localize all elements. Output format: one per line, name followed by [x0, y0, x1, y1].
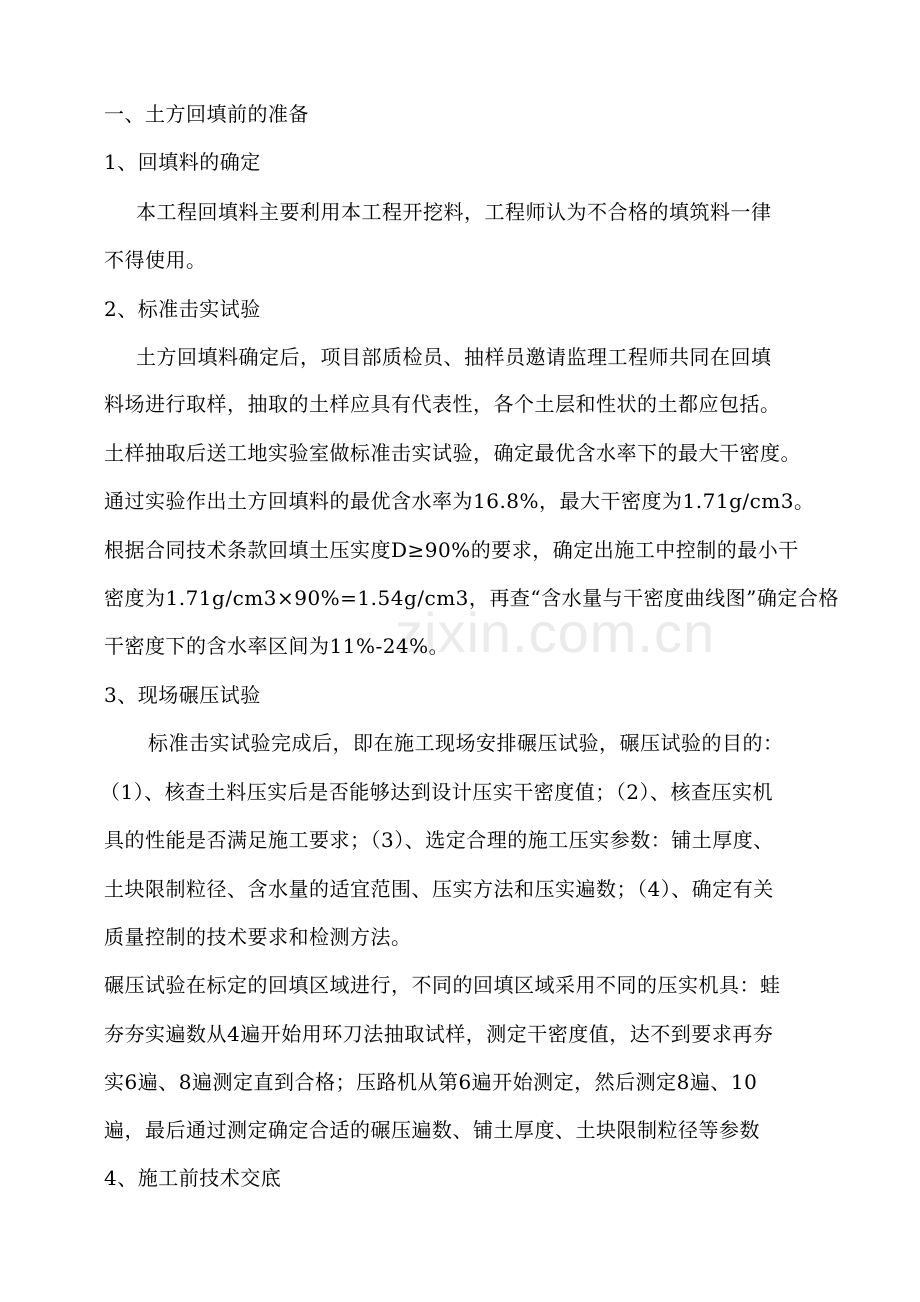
section-3-paragraph-line: 具的性能是否满足施工要求；（3）、选定合理的施工压实参数：铺土厚度、	[104, 828, 774, 852]
watermark: zixin.com.cn	[395, 601, 716, 664]
section-3-paragraph-line: （1）、核查土料压实后是否能够达到设计压实干密度值；（2）、核查压实机	[100, 780, 773, 804]
section-3-paragraph-line: 标准击实试验完成后，即在施工现场安排碾压试验，碾压试验的目的：	[148, 731, 784, 755]
section-4-title: 4、施工前技术交底	[104, 1166, 282, 1190]
section-3-paragraph-line: 遍，最后通过测定确定合适的碾压遍数、铺土厚度、土块限制粒径等参数	[104, 1118, 760, 1142]
section-1-title: 1、回填料的确定	[104, 150, 261, 174]
section-2-paragraph-line: 料场进行取样，抽取的土样应具有代表性，各个土层和性状的土都应包括。	[104, 392, 781, 416]
section-2-paragraph-line: 干密度下的含水率区间为11%-24%。	[104, 634, 450, 658]
section-2-title: 2、标准击实试验	[104, 297, 261, 321]
section-2-paragraph-line: 通过实验作出土方回填料的最优含水率为16.8%，最大干密度为1.71g/cm3。	[104, 489, 815, 513]
section-3-paragraph-line: 碾压试验在标定的回填区域进行，不同的回填区域采用不同的压实机具：蛙	[104, 973, 781, 997]
section-1-paragraph-line: 本工程回填料主要利用本工程开挖料，工程师认为不合格的填筑料一律	[136, 200, 772, 224]
section-3-paragraph-line: 质量控制的技术要求和检测方法。	[104, 925, 412, 949]
main-heading: 一、土方回填前的准备	[104, 102, 309, 126]
section-3-title: 3、现场碾压试验	[104, 683, 261, 707]
section-2-paragraph-line: 根据合同技术条款回填土压实度D≥90%的要求，确定出施工中控制的最小干	[104, 538, 799, 562]
section-1-paragraph-line: 不得使用。	[104, 248, 207, 272]
section-3-paragraph-line: 实6遍、8遍测定直到合格；压路机从第6遍开始测定，然后测定8遍、10	[104, 1070, 758, 1094]
section-3-paragraph-line: 夯夯实遍数从4遍开始用环刀法抽取试样，测定干密度值，达不到要求再夯	[104, 1022, 774, 1046]
section-2-paragraph-line: 土样抽取后送工地实验室做标准击实试验，确定最优含水率下的最大干密度。	[104, 441, 801, 465]
section-3-paragraph-line: 土块限制粒径、含水量的适宜范围、压实方法和压实遍数；（4）、确定有关	[104, 877, 774, 901]
section-2-paragraph-line: 密度为1.71g/cm3×90%=1.54g/cm3，再查“含水量与干密度曲线图”确定合格	[104, 586, 839, 610]
section-2-paragraph-line: 土方回填料确定后，项目部质检员、抽样员邀请监理工程师共同在回填	[136, 345, 772, 369]
